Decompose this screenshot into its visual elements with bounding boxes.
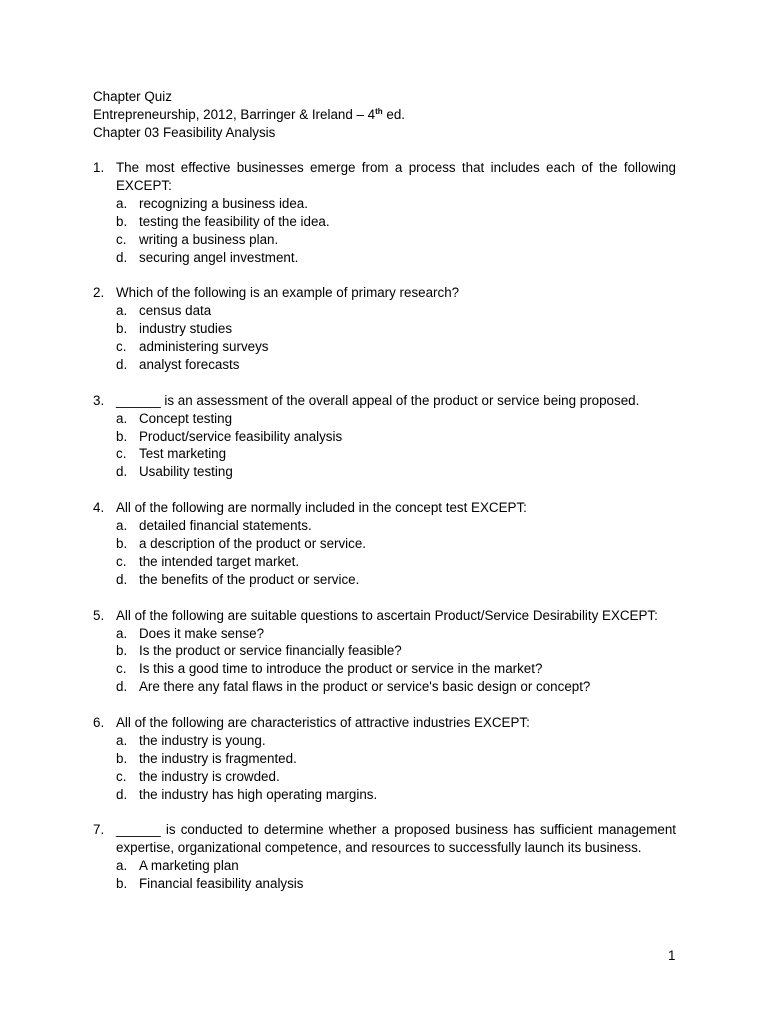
answer-option — [116, 463, 676, 481]
answer-option — [116, 428, 676, 446]
option-letter: b. — [116, 876, 128, 892]
answer-option — [116, 857, 676, 875]
question-text: All of the following are suitable questions to ascertain Product/Service Desirability EXCEPT: — [116, 607, 658, 623]
book-citation — [93, 106, 683, 124]
question-number: 5. — [93, 607, 105, 623]
option-letter: b. — [116, 535, 128, 551]
answer-option — [116, 249, 676, 267]
option-letter: b. — [116, 750, 128, 766]
option-letter: d. — [116, 356, 128, 372]
book-citation-main: Entrepreneurship, 2012, Barringer & Ireland – 4 — [93, 106, 376, 122]
answer-option — [116, 768, 676, 786]
option-letter: c. — [116, 768, 127, 784]
answer-option — [116, 642, 676, 660]
option-letter: a. — [116, 858, 128, 874]
option-text: the industry is young. — [139, 732, 266, 748]
question-text: Which of the following is an example of primary research? — [116, 285, 460, 301]
question-text: ______ is conducted to determine whether a proposed business has sufficient management expertise, organizational competence, and resources to successfully launch its business. — [116, 822, 676, 856]
option-letter: a. — [116, 303, 128, 319]
option-letter: c. — [116, 339, 127, 355]
question-item — [93, 499, 676, 589]
edition-superscript: th — [375, 106, 383, 116]
option-letter: d. — [116, 249, 128, 265]
question-item — [93, 821, 676, 893]
answer-option — [116, 231, 676, 249]
question-item — [93, 607, 676, 697]
option-letter: a. — [116, 195, 128, 211]
question-item — [93, 714, 676, 804]
document-header — [93, 88, 683, 142]
option-text: the industry is crowded. — [139, 768, 280, 784]
answer-option — [116, 875, 676, 893]
option-letter: c. — [116, 661, 127, 677]
answer-option — [116, 213, 676, 231]
option-text: Is the product or service financially feasible? — [139, 643, 402, 659]
option-letter: a. — [116, 518, 128, 534]
option-text: the benefits of the product or service. — [139, 571, 360, 587]
option-letter: b. — [116, 428, 128, 444]
option-letter: a. — [116, 410, 128, 426]
option-text: Concept testing — [139, 410, 233, 426]
answer-option — [116, 320, 676, 338]
option-text: writing a business plan. — [139, 231, 279, 247]
question-number: 3. — [93, 392, 105, 408]
answer-options — [116, 195, 676, 267]
option-text: the intended target market. — [139, 553, 300, 569]
answer-option — [116, 195, 676, 213]
option-letter: b. — [116, 213, 128, 229]
answer-option — [116, 571, 676, 589]
option-text: census data — [139, 303, 212, 319]
answer-option — [116, 660, 676, 678]
chapter-title: Chapter 03 Feasibility Analysis — [93, 124, 276, 140]
answer-option — [116, 356, 676, 374]
answer-options — [116, 302, 676, 374]
option-text: the industry is fragmented. — [139, 750, 297, 766]
option-letter: a. — [116, 625, 128, 641]
option-text: administering surveys — [139, 339, 269, 355]
option-letter: b. — [116, 643, 128, 659]
option-text: A marketing plan — [139, 858, 239, 874]
option-text: analyst forecasts — [139, 356, 240, 372]
answer-option — [116, 517, 676, 535]
answer-option — [116, 535, 676, 553]
option-text: Test marketing — [139, 446, 227, 462]
answer-option — [116, 678, 676, 696]
option-text: securing angel investment. — [139, 249, 299, 265]
answer-option — [116, 625, 676, 643]
option-letter: c. — [116, 231, 127, 247]
option-text: testing the feasibility of the idea. — [139, 213, 330, 229]
option-letter: d. — [116, 571, 128, 587]
answer-option — [116, 732, 676, 750]
answer-options — [116, 732, 676, 804]
option-letter: d. — [116, 679, 128, 695]
answer-options — [116, 517, 676, 589]
option-text: a description of the product or service. — [139, 535, 367, 551]
answer-options — [116, 625, 676, 697]
option-letter: a. — [116, 732, 128, 748]
option-letter: d. — [116, 464, 128, 480]
answer-option — [116, 410, 676, 428]
answer-option — [116, 338, 676, 356]
question-item — [93, 159, 676, 266]
option-text: Financial feasibility analysis — [139, 876, 304, 892]
option-text: recognizing a business idea. — [139, 195, 308, 211]
option-letter: d. — [116, 786, 128, 802]
question-text: The most effective businesses emerge from a process that includes each of the following EXCEPT: — [116, 160, 676, 193]
option-text: Are there any fatal flaws in the product or service's basic design or concept? — [139, 679, 591, 695]
question-number: 7. — [93, 822, 105, 838]
question-text: All of the following are characteristics of attractive industries EXCEPT: — [116, 715, 530, 731]
option-text: industry studies — [139, 321, 233, 337]
question-number: 2. — [93, 285, 105, 301]
answer-option — [116, 786, 676, 804]
question-number: 1. — [93, 160, 105, 175]
book-citation-end: ed. — [382, 106, 406, 122]
question-number: 4. — [93, 500, 105, 516]
question-number: 6. — [93, 715, 105, 731]
question-item — [93, 392, 676, 482]
answer-option — [116, 302, 676, 320]
question-item — [93, 284, 676, 374]
page-number: 1 — [668, 948, 676, 963]
option-text: the industry has high operating margins. — [139, 786, 378, 802]
question-list — [93, 159, 676, 911]
answer-options — [116, 857, 676, 893]
option-text: detailed financial statements. — [139, 518, 312, 534]
option-text: Product/service feasibility analysis — [139, 428, 343, 444]
option-text: Does it make sense? — [139, 625, 265, 641]
answer-option — [116, 553, 676, 571]
question-text: ______ is an assessment of the overall appeal of the product or service being proposed. — [116, 392, 640, 408]
answer-option — [116, 445, 676, 463]
option-letter: c. — [116, 446, 127, 462]
option-letter: c. — [116, 553, 127, 569]
quiz-title: Chapter Quiz — [93, 89, 172, 104]
option-text: Is this a good time to introduce the product or service in the market? — [139, 661, 543, 677]
answer-options — [116, 410, 676, 482]
option-letter: b. — [116, 321, 128, 337]
option-text: Usability testing — [139, 464, 233, 480]
question-text: All of the following are normally included in the concept test EXCEPT: — [116, 500, 527, 516]
answer-option — [116, 750, 676, 768]
